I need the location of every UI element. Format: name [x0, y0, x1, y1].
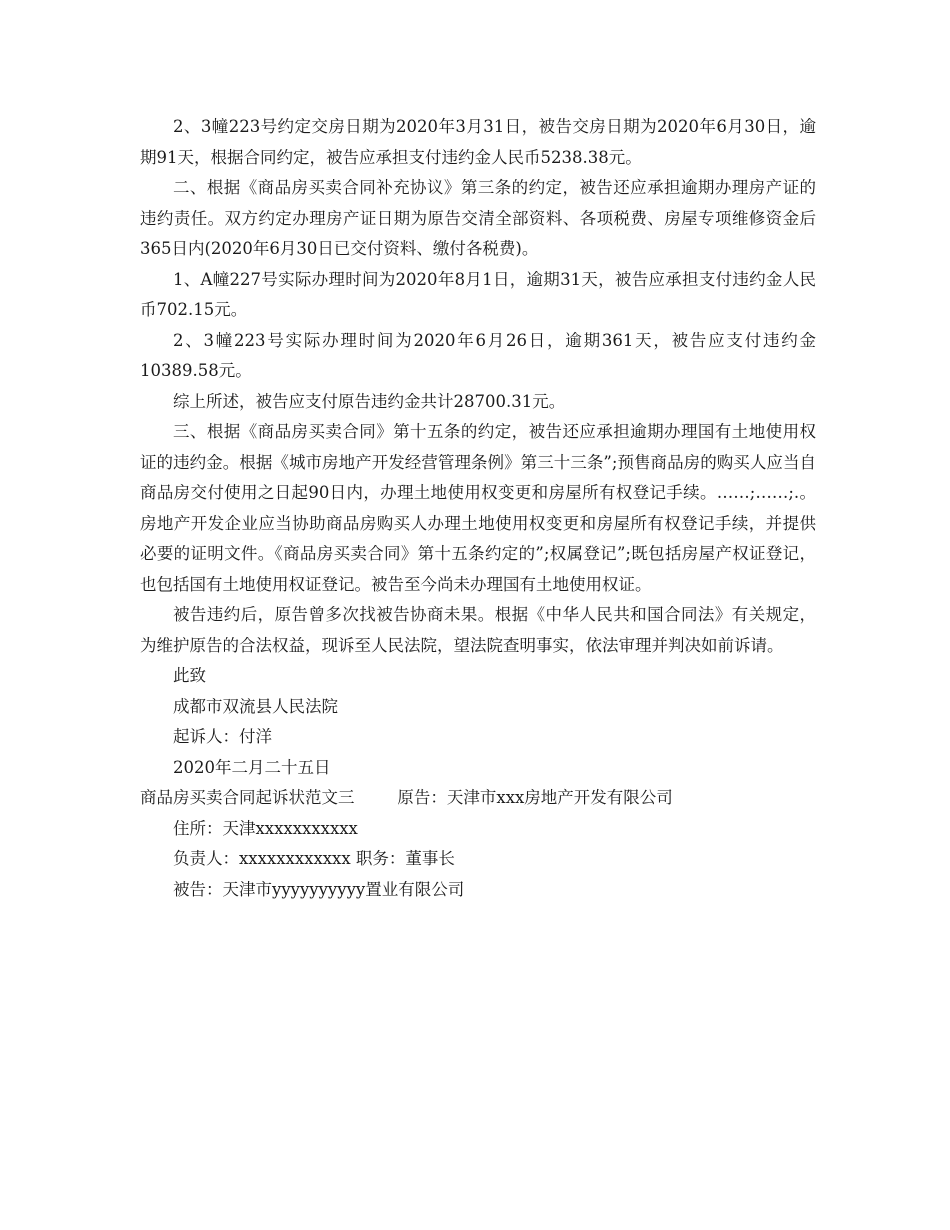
paragraph-certificate-delay-227: 1、A幢227号实际办理时间为2020年8月1日，逾期31天，被告应承担支付违约金人民币702.15元。: [140, 269, 816, 319]
plaintiff-address: 住所：天津xxxxxxxxxxx: [173, 818, 358, 838]
court-name: 成都市双流县人民法院: [173, 696, 338, 716]
closing-salutation: 此致: [173, 666, 206, 685]
document-page: [140, 112, 816, 905]
paragraph-certificate-delay-223: 2、3幢223号实际办理时间为2020年6月26日，逾期361天，被告应支付违约金10389.58元。: [140, 330, 816, 380]
paragraph-total-penalty: 综上所述，被告应支付原告违约金共计28700.31元。: [173, 391, 566, 411]
next-plaintiff: 原告：天津市xxx房地产开发有限公司: [397, 788, 673, 807]
defendant-name: 被告：天津市yyyyyyyyyy置业有限公司: [173, 879, 465, 899]
plaintiff-signature: 起诉人：付洋: [173, 727, 272, 746]
paragraph-property-certificate-clause: 二、根据《商品房买卖合同补充协议》第三条的约定，被告还应承担逾期办理房产证的违约责任。双方约定办理房产证日期为原告交清全部资料、各项税费、房屋专项维修资金后365日内(2020年6月30日已交付资料、缴付各税费)。: [140, 178, 816, 258]
document-date: 2020年二月二十五日: [173, 757, 331, 777]
next-document-heading-row: [140, 783, 816, 814]
paragraph-claim-request: 被告违约后，原告曾多次找被告协商未果。根据《中华人民共和国合同法》有关规定，为维护原告的合法权益，现诉至人民法院，望法院查明事实，依法审理并判决如前诉请。: [140, 605, 816, 655]
responsible-person: 负责人：xxxxxxxxxxxx 职务：董事长: [173, 849, 455, 868]
paragraph-delivery-delay-223: 2、3幢223号约定交房日期为2020年3月31日，被告交房日期为2020年6月30日，逾期91天，根据合同约定，被告应承担支付违约金人民币5238.38元。: [140, 117, 816, 167]
paragraph-land-certificate-clause: 三、根据《商品房买卖合同》第十五条的约定，被告还应承担逾期办理国有土地使用权证的违约金。根据《城市房地产开发经营管理条例》第三十三条”;预售商品房的购买人应当自商品房交付使用之日起90日内，办理土地使用权变更和房屋所有权登记手续。……;……;.。房地产开发企业应当协助商品房购买人办理土地使用权变更和房屋所有权登记手续，并提供必要的证明文件。《商品房买卖合同》第十五条约定的”;权属登记”;既包括房屋产权证登记，也包括国有土地使用权证登记。被告至今尚未办理国有土地使用权证。: [140, 422, 816, 594]
next-document-title: 商品房买卖合同起诉状范文三: [140, 788, 355, 807]
